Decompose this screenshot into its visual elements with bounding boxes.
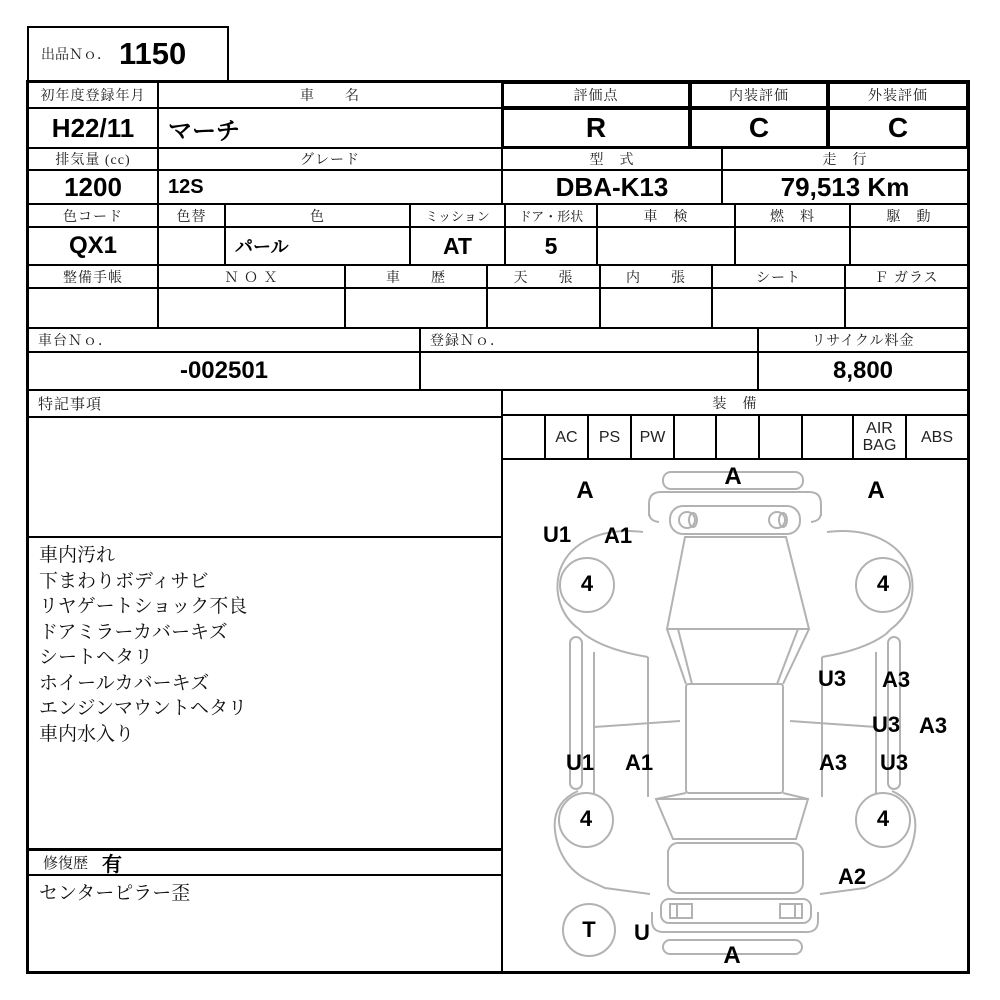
color-code-value: QX1 [28, 227, 158, 265]
note-item: シートヘタリ [39, 647, 154, 668]
note-item: 車内汚れ [39, 545, 116, 566]
damage-mark: A3 [881, 667, 911, 692]
repair-history-detail: センターピラー歪 [28, 875, 502, 972]
mileage-label: 走 行 [722, 148, 968, 170]
grade-score-label: 評価点 [502, 82, 690, 108]
door-shape-label: ドア・形状 [505, 204, 597, 227]
ceiling-value [487, 288, 600, 328]
note-item: ホイールカバーキズ [39, 672, 210, 694]
repair-history-value: 有 [102, 854, 123, 876]
taillight-panel [661, 899, 811, 923]
special-notes-label: 特記事項 [28, 390, 502, 417]
damage-mark: U [634, 920, 650, 945]
lining-value [600, 288, 712, 328]
special-notes-empty-area [28, 417, 502, 537]
color-label: 色 [225, 204, 410, 227]
grade-value: 12S [158, 170, 502, 204]
car-history-label: 車 歴 [345, 265, 487, 288]
drive-value [850, 227, 968, 265]
equipment-cell [674, 415, 716, 459]
equipment-label: 装 備 [502, 390, 968, 415]
front-glass-label: Ｆ ガラス [845, 265, 968, 288]
interior-score-label: 内装評価 [690, 82, 828, 108]
service-book-value [28, 288, 158, 328]
spare-tire-mark: T [582, 917, 596, 942]
model-code-label: 型 式 [502, 148, 722, 170]
exterior-score-label: 外装評価 [828, 82, 968, 108]
equipment-cell-ac: AC [545, 415, 588, 459]
damage-mark: A [724, 463, 742, 490]
rear-hatch [668, 843, 803, 893]
damage-mark: A2 [837, 864, 867, 889]
note-item: 車内水入り [39, 723, 135, 745]
fuel-value [735, 227, 850, 265]
color-change-label: 色替 [158, 204, 225, 227]
right-door-seam [790, 721, 876, 727]
equipment-cell [502, 415, 545, 459]
equipment-cell [759, 415, 802, 459]
front-glass-value [845, 288, 968, 328]
recycle-fee-label: リサイクル料金 [758, 328, 968, 352]
registration-no-value [420, 352, 758, 390]
lining-label: 内 張 [600, 265, 712, 288]
grade-score-value: R [502, 108, 690, 148]
auction-no-label: 出品Ｎｏ． [41, 48, 111, 63]
damage-mark: U1 [542, 522, 572, 547]
wheel-mark: 4 [876, 571, 890, 596]
damage-mark: U3 [817, 666, 847, 691]
color-value: パール [225, 227, 410, 265]
inspection-value [597, 227, 735, 265]
color-change-value [158, 227, 225, 265]
first-registration-value: H22/11 [28, 108, 158, 148]
damage-mark: U3 [879, 750, 909, 775]
auction-no-box [27, 26, 229, 82]
car-name-value: マーチ [158, 108, 502, 148]
damage-mark: A3 [918, 713, 948, 738]
note-item: リヤゲートショック不良 [39, 596, 248, 617]
damage-mark: A1 [603, 523, 633, 548]
right-headlight-icon [769, 512, 785, 528]
transmission-label: ミッション [410, 204, 505, 227]
chassis-no-label: 車台Ｎｏ． [28, 328, 420, 352]
car-history-value [345, 288, 487, 328]
displacement-value: 1200 [28, 170, 158, 204]
roof [686, 684, 783, 793]
door-shape-value: 5 [505, 227, 597, 265]
note-item: ドアミラーカバーキズ [39, 621, 228, 643]
damage-mark: A1 [624, 750, 654, 775]
equipment-cell-pw: PW [631, 415, 674, 459]
seat-label: シート [712, 265, 845, 288]
registration-no-label: 登録Ｎｏ． [420, 328, 758, 352]
front-bumper [649, 492, 821, 516]
note-item: 下まわりボディサビ [39, 570, 209, 592]
right-taillight-icon [780, 904, 802, 918]
damage-mark: A [867, 477, 885, 504]
damage-mark: U3 [871, 712, 901, 737]
chassis-no-value: -002501 [28, 352, 420, 390]
repair-history-label: 修復歴 [43, 856, 89, 872]
model-code-value: DBA-K13 [502, 170, 722, 204]
left-taillight-icon [670, 904, 692, 918]
recycle-fee-value: 8,800 [758, 352, 968, 390]
color-code-label: 色コード [28, 204, 158, 227]
ceiling-label: 天 張 [487, 265, 600, 288]
note-item: エンジンマウントヘタリ [39, 698, 248, 719]
equipment-cell [716, 415, 759, 459]
nox-label: Ｎ Ｏ Ｘ [158, 265, 345, 288]
transmission-value: AT [410, 227, 505, 265]
fuel-label: 燃 料 [735, 204, 850, 227]
damage-mark: A [576, 477, 594, 504]
repair-history-row [28, 849, 502, 875]
equipment-cell [802, 415, 853, 459]
mileage-value: 79,513 Km [722, 170, 968, 204]
seat-value [712, 288, 845, 328]
nox-value [158, 288, 345, 328]
drive-label: 駆 動 [850, 204, 968, 227]
exterior-score-value: C [828, 108, 968, 148]
service-book-label: 整備手帳 [28, 265, 158, 288]
equipment-cell-abs: ABS [906, 415, 968, 459]
inspection-label: 車 検 [597, 204, 735, 227]
left-headlight-icon [679, 512, 695, 528]
left-door-seam [594, 721, 680, 727]
interior-score-value: C [690, 108, 828, 148]
auction-no-value: 1150 [119, 36, 187, 71]
equipment-cell-airbag: AIR BAG [853, 415, 906, 459]
windshield [667, 537, 809, 629]
damage-mark: A3 [818, 750, 848, 775]
grade-label: グレード [158, 148, 502, 170]
car-name-label: 車 名 [158, 82, 502, 108]
wheel-mark: 4 [579, 806, 593, 831]
damage-mark: U1 [565, 750, 595, 775]
displacement-label: 排気量 (cc) [28, 148, 158, 170]
damage-mark: A [723, 942, 741, 969]
special-notes-list [28, 537, 502, 849]
wheel-mark: 4 [580, 571, 594, 596]
wheel-mark: 4 [876, 806, 890, 831]
first-registration-label: 初年度登録年月 [28, 82, 158, 108]
equipment-cell-ps: PS [588, 415, 631, 459]
